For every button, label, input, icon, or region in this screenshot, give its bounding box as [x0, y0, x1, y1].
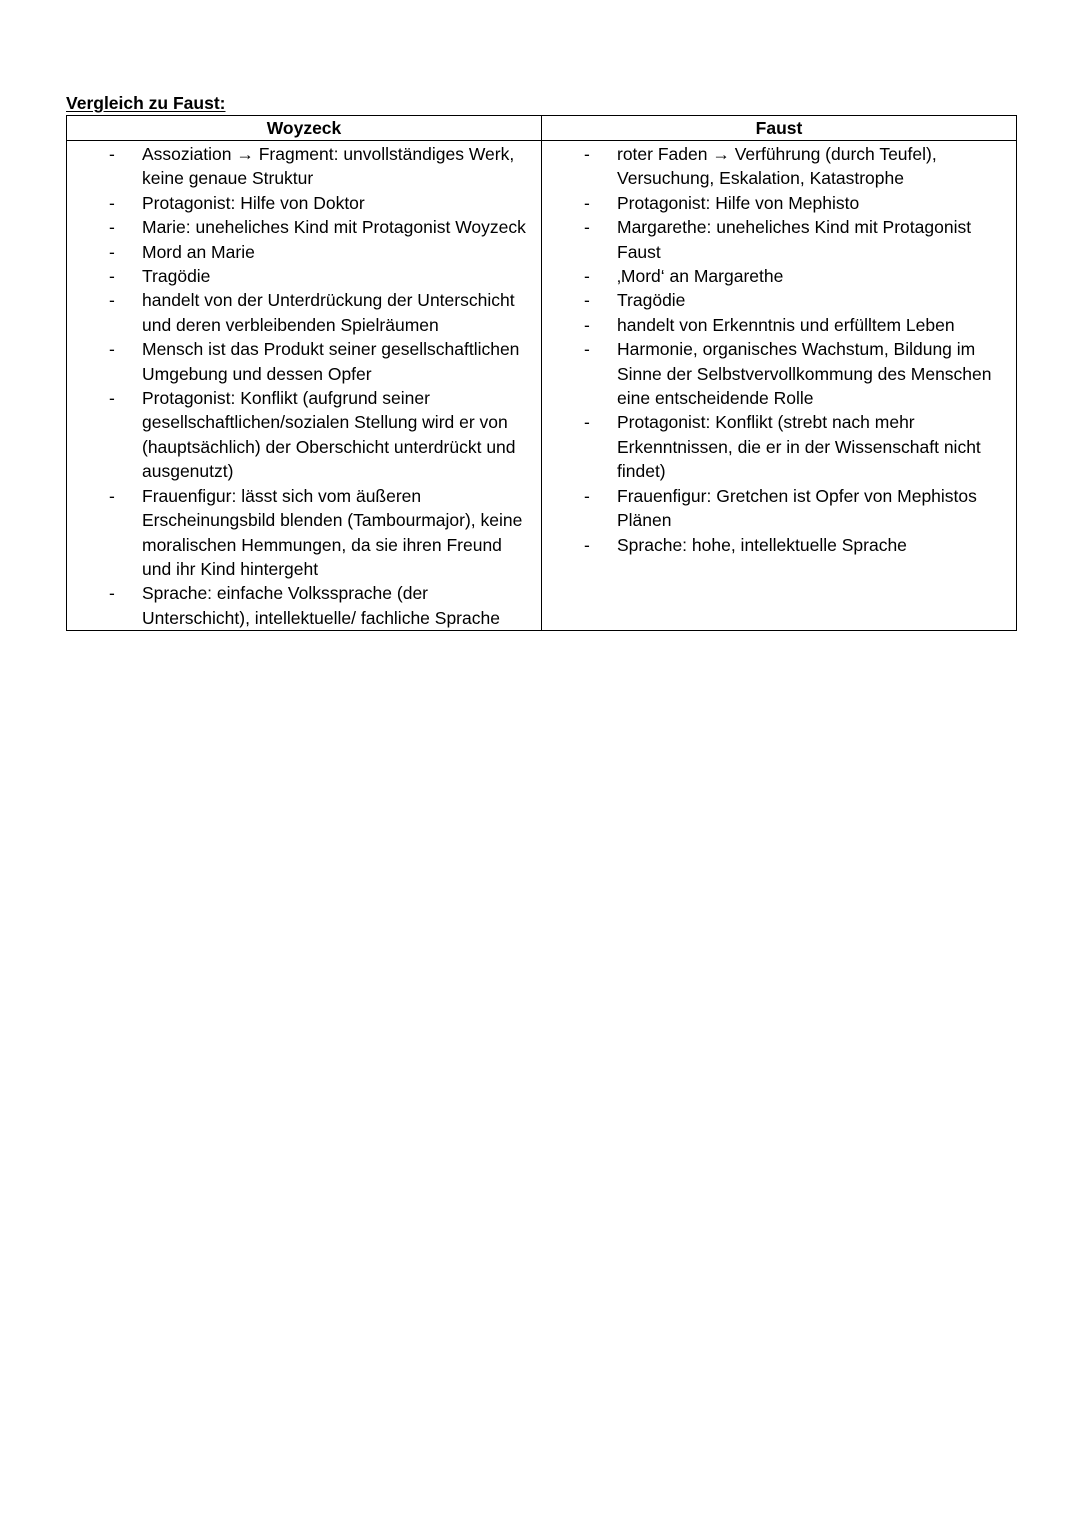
list-item-text: ‚Mord‘ an Margarethe	[617, 266, 784, 287]
list-item	[542, 533, 1010, 557]
list-item-text: Protagonist: Hilfe von Doktor	[142, 192, 365, 213]
list-item-text: Marie: uneheliches Kind mit Protagonist Woyzeck	[142, 217, 526, 238]
list-item	[67, 142, 535, 191]
table-row	[67, 141, 1017, 631]
list-item	[542, 191, 1010, 215]
page-title: Vergleich zu Faust:	[66, 93, 226, 113]
bullet-dash: -	[109, 266, 115, 287]
bullet-dash: -	[109, 290, 115, 311]
faust-cell	[542, 141, 1017, 631]
bullet-dash: -	[109, 241, 115, 262]
faust-list	[542, 142, 1010, 557]
list-item	[67, 288, 535, 337]
bullet-dash: -	[584, 266, 590, 287]
list-item	[67, 191, 535, 215]
bullet-dash: -	[584, 192, 590, 213]
list-item	[542, 264, 1010, 288]
list-item-text: Harmonie, organisches Wachstum, Bildung im Sinne der Selbstvervollkommung des Menschen eine entscheidende Rolle	[617, 339, 992, 409]
list-item	[542, 410, 1010, 483]
list-item-text: Mord an Marie	[142, 241, 255, 262]
list-item-text: Mensch ist das Produkt seiner gesellschaftlichen Umgebung und dessen Opfer	[142, 339, 520, 384]
list-item	[542, 337, 1010, 410]
list-item-text: Frauenfigur: lässt sich vom äußeren Erscheinungsbild blenden (Tambourmajor), keine moralischen Hemmungen, da sie ihren Freund und ihr Kind hintergeht	[142, 485, 523, 579]
woyzeck-list	[67, 142, 535, 630]
bullet-dash: -	[584, 144, 590, 164]
column-header-faust: Faust	[542, 116, 1017, 141]
bullet-dash: -	[109, 339, 115, 360]
list-item	[67, 215, 535, 239]
list-item	[67, 264, 535, 288]
bullet-dash: -	[109, 192, 115, 213]
list-item-text: Margarethe: uneheliches Kind mit Protagonist Faust	[617, 217, 972, 262]
table-header-row	[67, 116, 1017, 141]
list-item-text: roter Faden → Verführung (durch Teufel), Versuchung, Eskalation, Katastrophe	[617, 144, 937, 189]
bullet-dash: -	[584, 534, 590, 555]
list-item	[67, 484, 535, 582]
list-item	[542, 288, 1010, 312]
list-item-text: Frauenfigur: Gretchen ist Opfer von Mephistos Plänen	[617, 485, 977, 531]
bullet-dash: -	[109, 388, 115, 409]
list-item	[542, 215, 1010, 264]
list-item	[542, 484, 1010, 533]
bullet-dash: -	[584, 290, 590, 311]
bullet-dash: -	[109, 144, 115, 164]
bullet-dash: -	[109, 485, 115, 506]
list-item-text: Protagonist: Konflikt (aufgrund seiner gesellschaftlichen/sozialen Stellung wird er von (hauptsächlich) der Oberschicht unterdrückt und ausgenutzt)	[142, 388, 516, 482]
list-item	[67, 240, 535, 264]
list-item	[67, 386, 535, 484]
list-item	[67, 581, 535, 630]
list-item	[542, 313, 1010, 337]
bullet-dash: -	[109, 217, 115, 238]
list-item-text: Tragödie	[142, 266, 211, 287]
list-item	[67, 337, 535, 386]
bullet-dash: -	[109, 583, 115, 604]
list-item-text: Assoziation → Fragment: unvollständiges Werk, keine genaue Struktur	[142, 144, 515, 189]
list-item	[542, 142, 1010, 191]
list-item-text: Tragödie	[617, 290, 686, 311]
list-item-text: Sprache: einfache Volkssprache (der Unterschicht), intellektuelle/ fachliche Sprache	[142, 583, 500, 628]
list-item-text: Sprache: hohe, intellektuelle Sprache	[617, 534, 907, 555]
list-item-text: handelt von der Unterdrückung der Unterschicht und deren verbleibenden Spielräumen	[142, 290, 515, 335]
list-item-text: Protagonist: Konflikt (strebt nach mehr Erkenntnissen, die er in der Wissenschaft nicht findet)	[617, 412, 981, 482]
bullet-dash: -	[584, 339, 590, 360]
bullet-dash: -	[584, 412, 590, 433]
column-header-woyzeck: Woyzeck	[67, 116, 542, 141]
bullet-dash: -	[584, 314, 590, 335]
bullet-dash: -	[584, 217, 590, 238]
comparison-table	[66, 115, 1017, 631]
list-item-text: handelt von Erkenntnis und erfülltem Leben	[617, 314, 955, 335]
list-item-text: Protagonist: Hilfe von Mephisto	[617, 192, 860, 213]
bullet-dash: -	[584, 485, 590, 506]
woyzeck-cell	[67, 141, 542, 631]
